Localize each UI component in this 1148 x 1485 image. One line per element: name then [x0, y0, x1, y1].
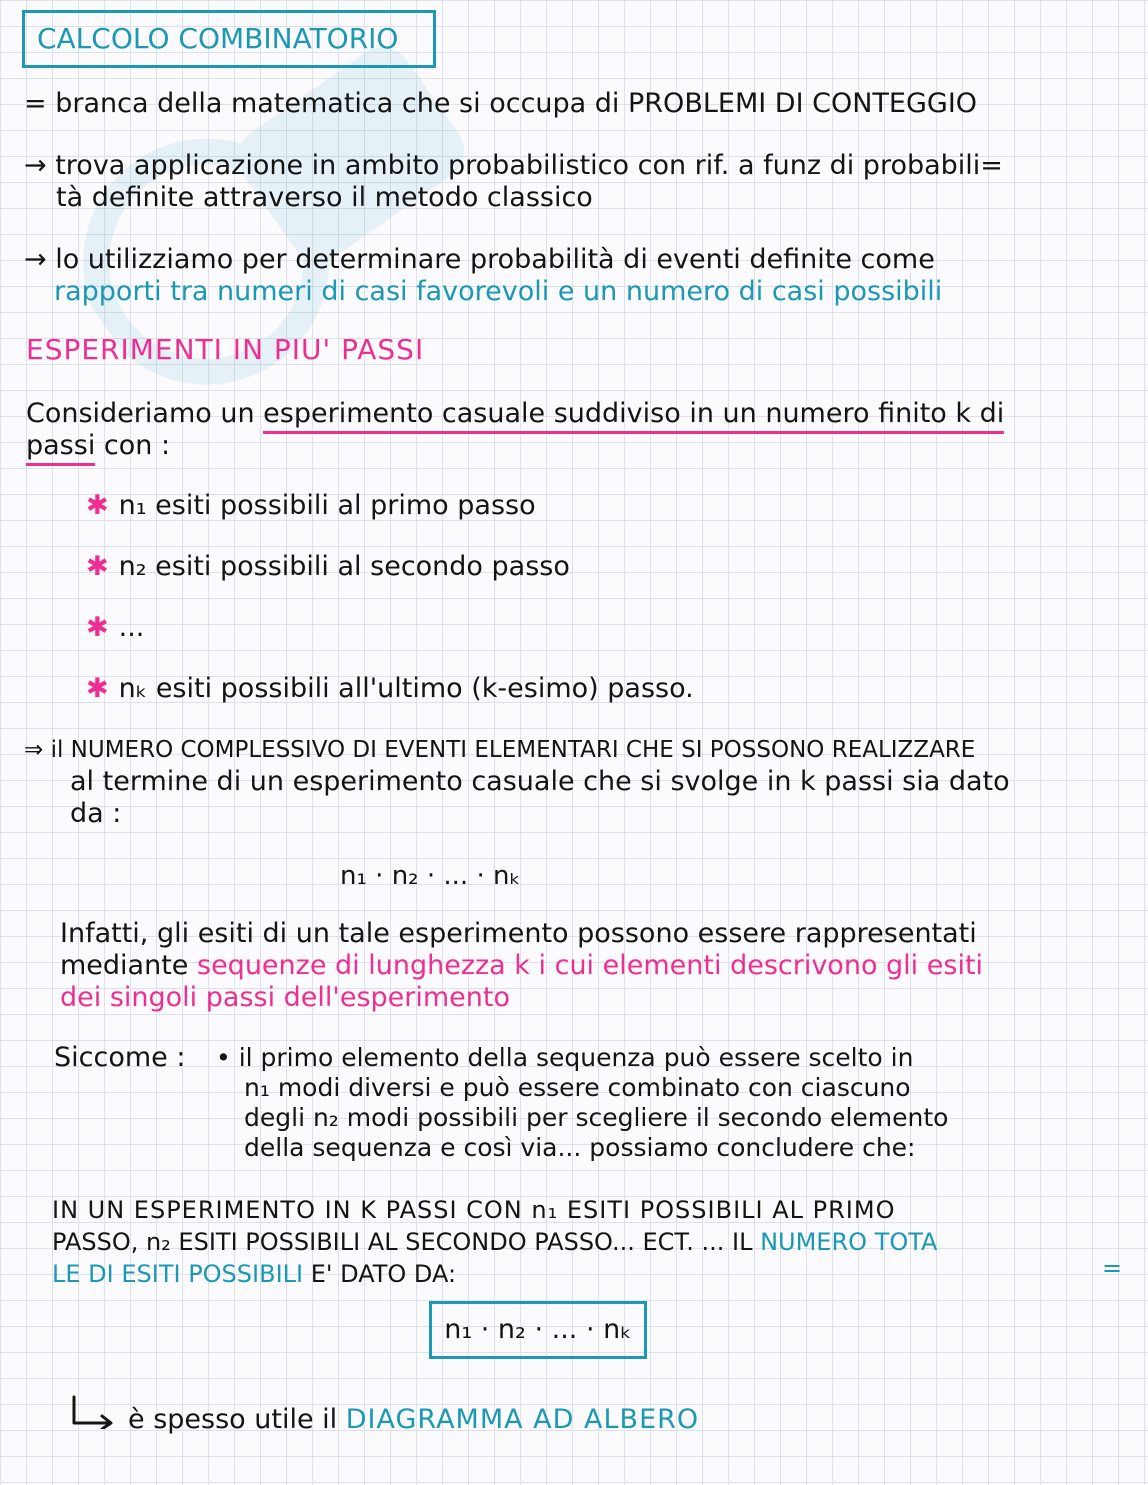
consider-underlined: esperimento casuale suddiviso in un numero finito k di — [263, 398, 1004, 434]
infatti-pink: sequenze di lunghezza k i cui elementi descrivono gli esiti — [197, 950, 984, 981]
page-title: CALCOLO COMBINATORIO — [22, 10, 436, 68]
siccome-line-1: • il primo elemento della sequenza può essere scelto in — [216, 1043, 914, 1072]
formula-box: n₁ · n₂ · ... · nₖ — [429, 1301, 647, 1359]
bullet-text: n₁ esiti possibili al primo passo — [118, 490, 536, 521]
conclusion-prefix: PASSO, n₂ ESITI POSSIBILI AL SECONDO PASSO... ECT. ... IL — [52, 1228, 761, 1256]
footer-line — [128, 1404, 699, 1436]
asterisk-icon: ✱ — [86, 490, 109, 521]
bullet-item — [86, 612, 144, 644]
bullet-text: ... — [118, 612, 145, 643]
siccome-label: Siccome : — [54, 1042, 186, 1073]
application-line-2: tà definite attraverso il metodo classico — [56, 182, 593, 213]
infatti-line-1: Infatti, gli esiti di un tale esperimento possono essere rappresentati — [60, 918, 977, 949]
consider-line-2 — [26, 430, 170, 462]
asterisk-icon: ✱ — [86, 612, 109, 643]
consider-line-1 — [26, 398, 1004, 430]
continuation-mark: = — [1102, 1254, 1123, 1282]
usage-line-1: → lo utilizziamo per determinare probabilità di eventi definite come — [24, 244, 935, 275]
bullet-text: n₂ esiti possibili al secondo passo — [118, 551, 570, 582]
conclusion-teal: NUMERO TOTA — [760, 1228, 938, 1256]
bullet-item — [86, 490, 536, 522]
conclusion-line-1: IN UN ESPERIMENTO IN K PASSI CON n₁ ESITI POSSIBILI AL PRIMO — [52, 1196, 896, 1224]
result-line-3: da : — [70, 798, 122, 829]
conclusion-line-3 — [52, 1258, 456, 1290]
bullet-item — [86, 551, 570, 583]
formula-inline: n₁ · n₂ · ... · nₖ — [340, 861, 521, 891]
footer-prefix: è spesso utile il — [128, 1404, 346, 1435]
siccome-line-3: degli n₂ modi possibili per scegliere il secondo elemento — [244, 1103, 949, 1132]
consider-passi: passi — [26, 430, 95, 466]
result-line-1: ⇒ il NUMERO COMPLESSIVO DI EVENTI ELEMENTARI CHE SI POSSONO REALIZZARE — [24, 737, 976, 763]
siccome-line-4: della sequenza e così via... possiamo concludere che: — [244, 1133, 916, 1162]
infatti-line-3: dei singoli passi dell'esperimento — [60, 982, 510, 1013]
consider-rest: con : — [95, 430, 171, 461]
conclusion-line-2 — [52, 1226, 937, 1258]
usage-line-2: rapporti tra numeri di casi favorevoli e un numero di casi possibili — [54, 276, 943, 307]
hook-arrow-icon — [70, 1395, 116, 1429]
consider-prefix: Consideriamo un — [26, 398, 264, 429]
conclusion-teal-2: LE DI ESITI POSSIBILI — [52, 1260, 304, 1288]
siccome-line-2: n₁ modi diversi e può essere combinato con ciascuno — [244, 1073, 911, 1102]
conclusion-rest: E' DATO DA: — [303, 1260, 457, 1288]
asterisk-icon: ✱ — [86, 673, 109, 704]
definition-line: = branca della matematica che si occupa di PROBLEMI DI CONTEGGIO — [24, 88, 978, 119]
bullet-text: nₖ esiti possibili all'ultimo (k-esimo) passo. — [118, 673, 694, 704]
asterisk-icon: ✱ — [86, 551, 109, 582]
bullet-item — [86, 673, 694, 705]
infatti-line-2 — [60, 950, 983, 982]
footer-teal: DIAGRAMMA AD ALBERO — [345, 1404, 700, 1435]
result-line-2: al termine di un esperimento casuale che si svolge in k passi sia dato — [70, 766, 1010, 797]
application-line-1: → trova applicazione in ambito probabilistico con rif. a funz di probabili= — [24, 150, 1003, 181]
infatti-prefix: mediante — [60, 950, 197, 981]
section-heading: ESPERIMENTI IN PIU' PASSI — [26, 333, 425, 366]
